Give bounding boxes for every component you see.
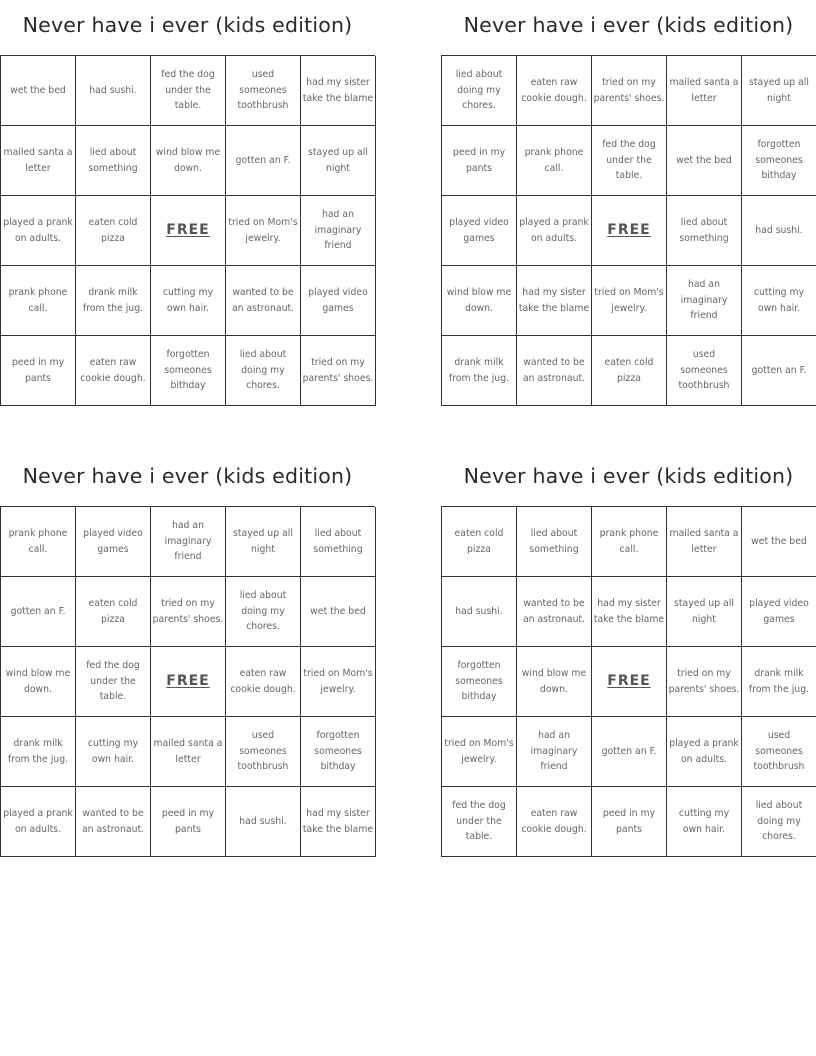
bingo-cell: used someones toothbrush — [742, 717, 816, 787]
bingo-cell: gotten an F. — [1, 577, 76, 647]
bingo-cell: tried on my parents' shoes. — [301, 336, 376, 406]
bingo-cell: tried on my parents' shoes. — [592, 56, 667, 126]
free-space-cell: FREE — [592, 196, 667, 266]
bingo-cell: eaten raw cookie dough. — [517, 787, 592, 857]
bingo-cell: used someones toothbrush — [226, 717, 301, 787]
bingo-cell: wind blow me down. — [442, 266, 517, 336]
bingo-cell: wind blow me down. — [1, 647, 76, 717]
card-title: Never have i ever (kids edition) — [463, 464, 794, 488]
bingo-cell: played video games — [742, 577, 816, 647]
bingo-cell: eaten cold pizza — [592, 336, 667, 406]
bingo-cell: lied about something — [667, 196, 742, 266]
bingo-cell: lied about doing my chores. — [742, 787, 816, 857]
bingo-cell: lied about doing my chores. — [226, 336, 301, 406]
bingo-cell: tried on Mom's jewelry. — [301, 647, 376, 717]
bingo-cell: cutting my own hair. — [76, 717, 151, 787]
bingo-cell: wind blow me down. — [517, 647, 592, 717]
bingo-cell: eaten raw cookie dough. — [226, 647, 301, 717]
bingo-cell: fed the dog under the table. — [76, 647, 151, 717]
bingo-cell: eaten raw cookie dough. — [517, 56, 592, 126]
bingo-cell: stayed up all night — [226, 507, 301, 577]
bingo-cell: peed in my pants — [151, 787, 226, 857]
bingo-cell: played a prank on adults. — [517, 196, 592, 266]
bingo-cell: cutting my own hair. — [742, 266, 816, 336]
bingo-cell: had my sister take the blame — [517, 266, 592, 336]
bingo-cell: stayed up all night — [667, 577, 742, 647]
bingo-cell: had sushi. — [742, 196, 816, 266]
bingo-cell: had my sister take the blame — [301, 56, 376, 126]
bingo-cell: fed the dog under the table. — [442, 787, 517, 857]
bingo-cell: mailed santa a letter — [667, 507, 742, 577]
bingo-cell: used someones toothbrush — [667, 336, 742, 406]
bingo-cell: forgotten someones bithday — [742, 126, 816, 196]
bingo-cell: had an imaginary friend — [151, 507, 226, 577]
bingo-cell: drank milk from the jug. — [742, 647, 816, 717]
bingo-cell: peed in my pants — [442, 126, 517, 196]
bingo-cell: had sushi. — [76, 56, 151, 126]
bingo-cell: had an imaginary friend — [517, 717, 592, 787]
bingo-cell: cutting my own hair. — [667, 787, 742, 857]
bingo-cell: wet the bed — [667, 126, 742, 196]
bingo-cell: had my sister take the blame — [301, 787, 376, 857]
bingo-cell: peed in my pants — [1, 336, 76, 406]
bingo-cell: wanted to be an astronaut. — [226, 266, 301, 336]
bingo-cell: eaten cold pizza — [76, 196, 151, 266]
card-title: Never have i ever (kids edition) — [463, 13, 794, 37]
bingo-cell: lied about something — [76, 126, 151, 196]
bingo-cell: prank phone call. — [517, 126, 592, 196]
bingo-cell: wind blow me down. — [151, 126, 226, 196]
bingo-cell: played video games — [442, 196, 517, 266]
bingo-cell: mailed santa a letter — [667, 56, 742, 126]
bingo-cell: lied about something — [301, 507, 376, 577]
bingo-cell: used someones toothbrush — [226, 56, 301, 126]
bingo-cell: tried on my parents' shoes. — [667, 647, 742, 717]
bingo-cell: wet the bed — [1, 56, 76, 126]
bingo-cell: forgotten someones bithday — [442, 647, 517, 717]
bingo-cell: tried on Mom's jewelry. — [442, 717, 517, 787]
bingo-cell: mailed santa a letter — [151, 717, 226, 787]
bingo-cell: had an imaginary friend — [301, 196, 376, 266]
bingo-cell: eaten cold pizza — [76, 577, 151, 647]
bingo-cell: drank milk from the jug. — [1, 717, 76, 787]
bingo-cell: gotten an F. — [592, 717, 667, 787]
bingo-cell: tried on Mom's jewelry. — [226, 196, 301, 266]
bingo-cell: played a prank on adults. — [667, 717, 742, 787]
bingo-cell: peed in my pants — [592, 787, 667, 857]
bingo-cell: lied about something — [517, 507, 592, 577]
bingo-cell: eaten raw cookie dough. — [76, 336, 151, 406]
bingo-cell: prank phone call. — [1, 507, 76, 577]
bingo-cell: wanted to be an astronaut. — [517, 577, 592, 647]
bingo-cell: had an imaginary friend — [667, 266, 742, 336]
bingo-cell: wet the bed — [301, 577, 376, 647]
bingo-cell: stayed up all night — [742, 56, 816, 126]
bingo-cell: played video games — [301, 266, 376, 336]
bingo-grid — [0, 506, 375, 857]
bingo-cell: tried on my parents' shoes. — [151, 577, 226, 647]
bingo-cell: wanted to be an astronaut. — [517, 336, 592, 406]
bingo-cell: had my sister take the blame — [592, 577, 667, 647]
free-space-cell: FREE — [151, 196, 226, 266]
bingo-cell: tried on Mom's jewelry. — [592, 266, 667, 336]
bingo-cell: wanted to be an astronaut. — [76, 787, 151, 857]
bingo-cell: gotten an F. — [742, 336, 816, 406]
free-space-cell: FREE — [151, 647, 226, 717]
bingo-cell: forgotten someones bithday — [301, 717, 376, 787]
bingo-cell: had sushi. — [442, 577, 517, 647]
card-title: Never have i ever (kids edition) — [22, 464, 353, 488]
bingo-cell: stayed up all night — [301, 126, 376, 196]
bingo-grid — [441, 506, 816, 857]
bingo-cell: had sushi. — [226, 787, 301, 857]
bingo-cell: lied about doing my chores. — [442, 56, 517, 126]
bingo-cell: mailed santa a letter — [1, 126, 76, 196]
bingo-cell: eaten cold pizza — [442, 507, 517, 577]
bingo-cell: drank milk from the jug. — [442, 336, 517, 406]
bingo-cell: gotten an F. — [226, 126, 301, 196]
bingo-cell: forgotten someones bithday — [151, 336, 226, 406]
bingo-cell: played video games — [76, 507, 151, 577]
bingo-grid — [0, 55, 375, 406]
bingo-cell: prank phone call. — [592, 507, 667, 577]
bingo-cell: fed the dog under the table. — [151, 56, 226, 126]
bingo-cell: fed the dog under the table. — [592, 126, 667, 196]
bingo-cell: wet the bed — [742, 507, 816, 577]
bingo-cell: prank phone call. — [1, 266, 76, 336]
bingo-cell: drank milk from the jug. — [76, 266, 151, 336]
bingo-cell: played a prank on adults. — [1, 787, 76, 857]
bingo-cell: cutting my own hair. — [151, 266, 226, 336]
bingo-cell: lied about doing my chores. — [226, 577, 301, 647]
free-space-cell: FREE — [592, 647, 667, 717]
bingo-grid — [441, 55, 816, 406]
bingo-cell: played a prank on adults. — [1, 196, 76, 266]
card-title: Never have i ever (kids edition) — [22, 13, 353, 37]
